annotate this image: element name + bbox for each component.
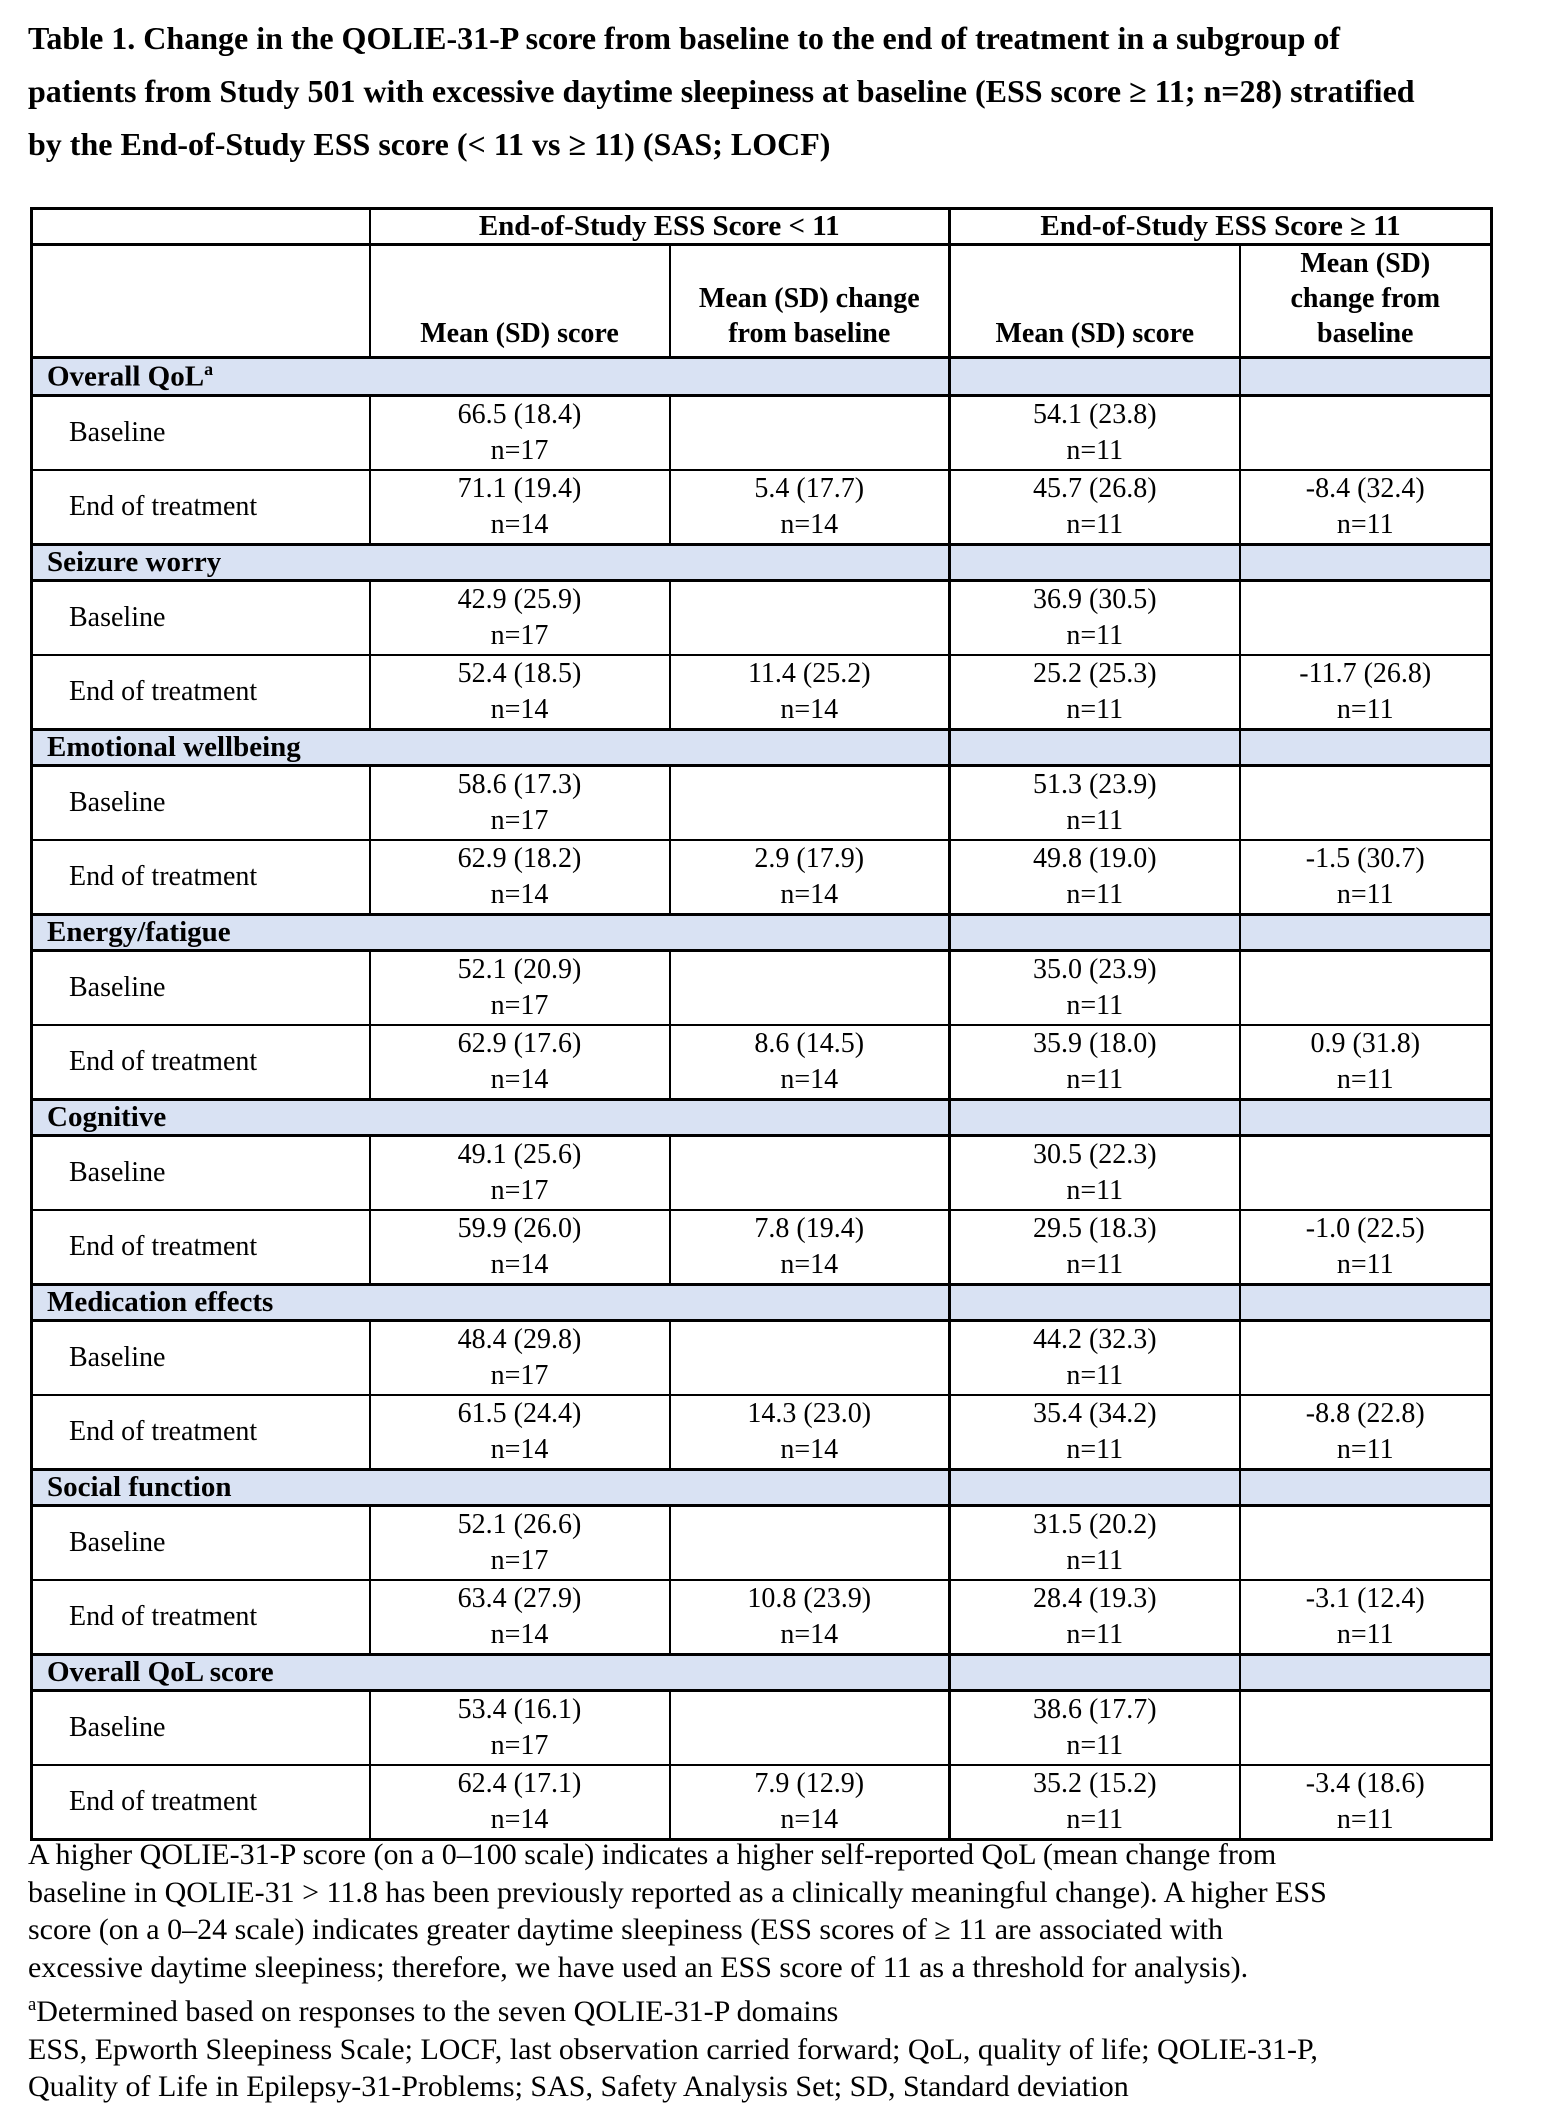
cell-value: 10.8 (23.9) bbox=[747, 1582, 872, 1614]
data-cell bbox=[1240, 1690, 1492, 1765]
table-row bbox=[32, 1135, 1492, 1210]
section-band-cell bbox=[1240, 544, 1492, 580]
cell-n: n=14 bbox=[780, 693, 839, 725]
cell-value: 2.9 (17.9) bbox=[754, 842, 865, 874]
data-cell bbox=[670, 1765, 950, 1840]
section-band-cell bbox=[950, 914, 1240, 950]
section-band-cell bbox=[1240, 1099, 1492, 1135]
cell-value: 14.3 (23.0) bbox=[747, 1397, 872, 1429]
cell-value: 62.4 (17.1) bbox=[457, 1767, 582, 1799]
cell-value: 11.4 (25.2) bbox=[747, 657, 871, 689]
cell-n: n=14 bbox=[780, 508, 839, 540]
column-header-cell bbox=[950, 245, 1240, 358]
cell-value: 52.4 (18.5) bbox=[457, 657, 582, 689]
cell-value: 53.4 (16.1) bbox=[457, 1693, 582, 1725]
table-title-line: patients from Study 501 with excessive daytime sleepiness at baseline (ESS score ≥ 11; n=28) stratified bbox=[28, 73, 1415, 109]
footnote-line: A higher QOLIE-31-P score (on a 0–100 scale) indicates a higher self-reported QoL (mean change from bbox=[28, 1838, 1277, 1871]
cell-value: 52.1 (20.9) bbox=[457, 953, 582, 985]
column-header-line: baseline bbox=[1317, 318, 1414, 349]
data-cell bbox=[1240, 950, 1492, 1025]
cell-n: n=11 bbox=[1336, 1248, 1394, 1280]
cell-value: 29.5 (18.3) bbox=[1032, 1212, 1157, 1244]
data-cell bbox=[1240, 1135, 1492, 1210]
table-row bbox=[32, 950, 1492, 1025]
section-header-row bbox=[32, 358, 1492, 396]
cell-value: -11.7 (26.8) bbox=[1299, 657, 1432, 689]
section-band-cell bbox=[950, 544, 1240, 580]
cell-value: 61.5 (24.4) bbox=[457, 1397, 582, 1429]
table-title-line: Table 1. Change in the QOLIE-31-P score from baseline to the end of treatment in a subgroup of bbox=[28, 20, 1341, 56]
cell-n: n=17 bbox=[490, 989, 549, 1021]
cell-n: n=14 bbox=[490, 693, 549, 725]
data-cell bbox=[950, 1505, 1240, 1580]
data-cell bbox=[950, 1320, 1240, 1395]
row-label-cell: Baseline bbox=[32, 395, 370, 470]
section-label-cell: Cognitive bbox=[32, 1099, 950, 1135]
table-row bbox=[32, 1210, 1492, 1285]
section-label-cell: Overall QoL$^a$ bbox=[32, 358, 950, 396]
data-cell bbox=[670, 580, 950, 655]
cell-value: 7.8 (19.4) bbox=[754, 1212, 865, 1244]
cell-value: -3.4 (18.6) bbox=[1305, 1767, 1425, 1799]
table-title-line: by the End-of-Study ESS score (< 11 vs ≥ 11) (SAS; LOCF) bbox=[28, 126, 831, 162]
section-header-row bbox=[32, 1654, 1492, 1690]
row-label-cell: End of treatment bbox=[32, 840, 370, 915]
cell-n: n=17 bbox=[490, 1359, 549, 1391]
data-cell bbox=[950, 395, 1240, 470]
data-cell bbox=[1240, 1395, 1492, 1470]
group-header-row bbox=[32, 209, 1492, 245]
data-cell bbox=[370, 395, 670, 470]
data-cell bbox=[950, 1395, 1240, 1470]
cell-value: 35.2 (15.2) bbox=[1032, 1767, 1157, 1799]
table-row bbox=[32, 1765, 1492, 1840]
results-table bbox=[30, 207, 1493, 1841]
data-cell bbox=[950, 1580, 1240, 1655]
section-band-cell bbox=[1240, 358, 1492, 396]
section-header-row bbox=[32, 1469, 1492, 1505]
section-label-cell: Energy/fatigue bbox=[32, 914, 950, 950]
cell-value: 51.3 (23.9) bbox=[1032, 768, 1157, 800]
cell-value: 44.2 (32.3) bbox=[1032, 1323, 1157, 1355]
cell-n: n=14 bbox=[490, 878, 549, 910]
section-band-cell bbox=[950, 358, 1240, 396]
table-row bbox=[32, 1025, 1492, 1100]
row-label-cell: Baseline bbox=[32, 765, 370, 840]
cell-n: n=11 bbox=[1066, 434, 1124, 466]
row-label-cell: Baseline bbox=[32, 1505, 370, 1580]
data-cell bbox=[950, 1765, 1240, 1840]
footnotes bbox=[28, 1836, 1552, 2106]
row-label-cell: End of treatment bbox=[32, 1025, 370, 1100]
cell-n: n=11 bbox=[1066, 1618, 1124, 1650]
cell-n: n=11 bbox=[1066, 1803, 1124, 1835]
data-cell bbox=[370, 655, 670, 730]
section-band-cell bbox=[950, 1654, 1240, 1690]
data-cell bbox=[670, 1025, 950, 1100]
cell-n: n=11 bbox=[1336, 693, 1394, 725]
cell-value: -3.1 (12.4) bbox=[1305, 1582, 1425, 1614]
cell-value: 31.5 (20.2) bbox=[1032, 1508, 1157, 1540]
cell-n: n=11 bbox=[1066, 1174, 1124, 1206]
data-cell bbox=[670, 655, 950, 730]
cell-n: n=14 bbox=[490, 1063, 549, 1095]
section-band-cell bbox=[950, 1284, 1240, 1320]
cell-n: n=14 bbox=[780, 1803, 839, 1835]
cell-n: n=11 bbox=[1066, 1359, 1124, 1391]
row-label-cell: End of treatment bbox=[32, 1210, 370, 1285]
data-cell bbox=[670, 1505, 950, 1580]
cell-value: -8.8 (22.8) bbox=[1305, 1397, 1425, 1429]
table-row bbox=[32, 395, 1492, 470]
cell-n: n=11 bbox=[1336, 1803, 1394, 1835]
section-band-cell bbox=[950, 1469, 1240, 1505]
cell-n: n=11 bbox=[1066, 1729, 1124, 1761]
data-cell bbox=[670, 840, 950, 915]
data-cell bbox=[370, 1135, 670, 1210]
data-cell bbox=[1240, 1580, 1492, 1655]
column-header-cell bbox=[370, 245, 670, 358]
cell-n: n=14 bbox=[490, 508, 549, 540]
cell-value: 36.9 (30.5) bbox=[1032, 583, 1157, 615]
data-cell bbox=[670, 1320, 950, 1395]
cell-value: 59.9 (26.0) bbox=[457, 1212, 582, 1244]
cell-n: n=11 bbox=[1066, 1433, 1124, 1465]
cell-n: n=14 bbox=[780, 1063, 839, 1095]
data-cell bbox=[370, 1210, 670, 1285]
column-header-line: change from bbox=[1290, 283, 1441, 314]
group-header-cell: End-of-Study ESS Score < 11 bbox=[370, 209, 950, 245]
cell-n: n=17 bbox=[490, 1729, 549, 1761]
cell-n: n=11 bbox=[1066, 804, 1124, 836]
section-band-cell bbox=[1240, 1284, 1492, 1320]
cell-value: 35.0 (23.9) bbox=[1032, 953, 1157, 985]
data-cell bbox=[370, 1505, 670, 1580]
data-cell bbox=[670, 950, 950, 1025]
table-row bbox=[32, 655, 1492, 730]
cell-n: n=11 bbox=[1336, 1433, 1394, 1465]
group-header-cell: End-of-Study ESS Score ≥ 11 bbox=[950, 209, 1492, 245]
cell-n: n=11 bbox=[1066, 508, 1124, 540]
data-cell bbox=[370, 470, 670, 545]
data-cell bbox=[670, 1395, 950, 1470]
section-band-cell bbox=[1240, 1654, 1492, 1690]
section-label-cell: Overall QoL score bbox=[32, 1654, 950, 1690]
column-header-cell bbox=[670, 245, 950, 358]
column-header-line: Mean (SD) score bbox=[420, 318, 619, 349]
data-cell bbox=[1240, 1505, 1492, 1580]
table-row bbox=[32, 1690, 1492, 1765]
data-cell bbox=[670, 765, 950, 840]
data-cell bbox=[370, 580, 670, 655]
footnote-line: Quality of Life in Epilepsy-31-Problems; SAS, Safety Analysis Set; SD, Standard deviation bbox=[28, 2070, 1129, 2103]
section-header-row bbox=[32, 914, 1492, 950]
data-cell bbox=[1240, 580, 1492, 655]
cell-value: 35.9 (18.0) bbox=[1032, 1027, 1157, 1059]
cell-n: n=11 bbox=[1066, 1544, 1124, 1576]
column-header-line: Mean (SD) bbox=[1300, 248, 1431, 279]
section-header-row bbox=[32, 729, 1492, 765]
footnote-line: baseline in QOLIE-31 > 11.8 has been previously reported as a clinically meaningful change). A higher ESS bbox=[28, 1875, 1327, 1909]
table-row bbox=[32, 1395, 1492, 1470]
cell-value: 54.1 (23.8) bbox=[1032, 398, 1157, 430]
footnote-line: ESS, Epworth Sleepiness Scale; LOCF, last observation carried forward; QoL, quality of life; QOLIE-31-P, bbox=[28, 2032, 1318, 2066]
cell-value: 30.5 (22.3) bbox=[1032, 1138, 1157, 1170]
table-row bbox=[32, 840, 1492, 915]
cell-n: n=14 bbox=[780, 1248, 839, 1280]
data-cell bbox=[1240, 765, 1492, 840]
section-header-row bbox=[32, 1284, 1492, 1320]
cell-n: n=11 bbox=[1336, 1063, 1394, 1095]
data-cell bbox=[950, 655, 1240, 730]
row-label-cell: Baseline bbox=[32, 1690, 370, 1765]
data-cell bbox=[670, 1690, 950, 1765]
table-row bbox=[32, 1580, 1492, 1655]
cell-n: n=17 bbox=[490, 619, 549, 651]
cell-value: 58.6 (17.3) bbox=[457, 768, 582, 800]
column-header-line: from baseline bbox=[728, 318, 891, 349]
data-cell bbox=[370, 1320, 670, 1395]
cell-value: 63.4 (27.9) bbox=[457, 1582, 582, 1614]
section-band-cell bbox=[1240, 1469, 1492, 1505]
data-cell bbox=[950, 840, 1240, 915]
cell-value: 25.2 (25.3) bbox=[1032, 657, 1157, 689]
cell-n: n=11 bbox=[1066, 619, 1124, 651]
cell-value: 49.8 (19.0) bbox=[1032, 842, 1157, 874]
cell-n: n=14 bbox=[490, 1803, 549, 1835]
data-cell bbox=[950, 580, 1240, 655]
table-row bbox=[32, 1505, 1492, 1580]
table-title bbox=[28, 12, 1548, 171]
cell-n: n=17 bbox=[490, 804, 549, 836]
table-row bbox=[32, 580, 1492, 655]
cell-n: n=14 bbox=[490, 1433, 549, 1465]
data-cell bbox=[670, 1580, 950, 1655]
section-band-cell bbox=[1240, 729, 1492, 765]
row-label-cell: End of treatment bbox=[32, 655, 370, 730]
data-cell bbox=[370, 840, 670, 915]
data-cell bbox=[1240, 1025, 1492, 1100]
cell-value: 66.5 (18.4) bbox=[457, 398, 582, 430]
cell-n: n=11 bbox=[1336, 878, 1394, 910]
footnote-line: excessive daytime sleepiness; therefore, we have used an ESS score of 11 as a threshold for analysis). bbox=[28, 1950, 1249, 1984]
cell-value: -1.0 (22.5) bbox=[1305, 1212, 1425, 1244]
cell-value: 45.7 (26.8) bbox=[1032, 472, 1157, 504]
section-band-cell bbox=[950, 1099, 1240, 1135]
data-cell bbox=[370, 1025, 670, 1100]
data-cell bbox=[1240, 1765, 1492, 1840]
section-header-row bbox=[32, 1099, 1492, 1135]
row-label-cell: End of treatment bbox=[32, 1580, 370, 1655]
cell-value: 48.4 (29.8) bbox=[457, 1323, 582, 1355]
cell-value: 52.1 (26.6) bbox=[457, 1508, 582, 1540]
cell-value: 28.4 (19.3) bbox=[1032, 1582, 1157, 1614]
section-label-cell: Social function bbox=[32, 1469, 950, 1505]
cell-n: n=11 bbox=[1066, 989, 1124, 1021]
cell-value: -1.5 (30.7) bbox=[1305, 842, 1425, 874]
data-cell bbox=[370, 765, 670, 840]
data-cell bbox=[370, 1765, 670, 1840]
cell-value: 35.4 (34.2) bbox=[1032, 1397, 1157, 1429]
cell-n: n=14 bbox=[780, 878, 839, 910]
cell-value: 71.1 (19.4) bbox=[457, 472, 582, 504]
data-cell bbox=[950, 950, 1240, 1025]
corner-cell bbox=[32, 245, 370, 358]
row-label-cell: Baseline bbox=[32, 580, 370, 655]
section-header-row bbox=[32, 544, 1492, 580]
row-label-cell: Baseline bbox=[32, 1135, 370, 1210]
footnote-line: score (on a 0–24 scale) indicates greater daytime sleepiness (ESS scores of ≥ 11 are associated with bbox=[28, 1913, 1223, 1946]
cell-value: -8.4 (32.4) bbox=[1305, 472, 1425, 504]
data-cell bbox=[1240, 1320, 1492, 1395]
data-cell bbox=[950, 470, 1240, 545]
cell-value: 0.9 (31.8) bbox=[1310, 1027, 1421, 1059]
data-cell bbox=[950, 1690, 1240, 1765]
table-row bbox=[32, 1320, 1492, 1395]
section-label-cell: Seizure worry bbox=[32, 544, 950, 580]
data-cell bbox=[670, 1135, 950, 1210]
data-cell bbox=[670, 395, 950, 470]
row-label-cell: End of treatment bbox=[32, 470, 370, 545]
cell-value: 49.1 (25.6) bbox=[457, 1138, 582, 1170]
cell-n: n=14 bbox=[780, 1433, 839, 1465]
cell-n: n=11 bbox=[1066, 1248, 1124, 1280]
column-header-cell bbox=[1240, 245, 1492, 358]
cell-value: 62.9 (17.6) bbox=[457, 1027, 582, 1059]
section-label-cell: Medication effects bbox=[32, 1284, 950, 1320]
data-cell bbox=[370, 1580, 670, 1655]
cell-n: n=17 bbox=[490, 1544, 549, 1576]
cell-n: n=14 bbox=[490, 1618, 549, 1650]
cell-n: n=11 bbox=[1066, 1063, 1124, 1095]
table-row bbox=[32, 470, 1492, 545]
data-cell bbox=[1240, 395, 1492, 470]
data-cell bbox=[950, 1025, 1240, 1100]
cell-value: 5.4 (17.7) bbox=[754, 472, 865, 504]
data-cell bbox=[670, 1210, 950, 1285]
data-cell bbox=[1240, 840, 1492, 915]
cell-n: n=11 bbox=[1066, 693, 1124, 725]
data-cell bbox=[1240, 655, 1492, 730]
cell-n: n=11 bbox=[1066, 878, 1124, 910]
column-header-line: Mean (SD) score bbox=[995, 318, 1195, 349]
row-label-cell: End of treatment bbox=[32, 1395, 370, 1470]
cell-value: 7.9 (12.9) bbox=[754, 1767, 865, 1799]
data-cell bbox=[370, 950, 670, 1025]
cell-value: 42.9 (25.9) bbox=[457, 583, 582, 615]
cell-n: n=14 bbox=[780, 1618, 839, 1650]
footnote-line: $^a$Determined based on responses to the seven QOLIE-31-P domains bbox=[28, 1994, 839, 2028]
data-cell bbox=[1240, 470, 1492, 545]
column-header-row bbox=[32, 245, 1492, 358]
data-cell bbox=[670, 470, 950, 545]
row-label-cell: End of treatment bbox=[32, 1765, 370, 1840]
data-cell bbox=[950, 1210, 1240, 1285]
section-band-cell bbox=[950, 729, 1240, 765]
cell-value: 8.6 (14.5) bbox=[754, 1027, 865, 1059]
column-header-line: Mean (SD) change bbox=[698, 283, 920, 314]
data-cell bbox=[1240, 1210, 1492, 1285]
data-cell bbox=[370, 1395, 670, 1470]
cell-n: n=17 bbox=[490, 1174, 549, 1206]
table-row bbox=[32, 765, 1492, 840]
section-band-cell bbox=[1240, 914, 1492, 950]
cell-value: 62.9 (18.2) bbox=[457, 842, 582, 874]
cell-n: n=17 bbox=[490, 434, 549, 466]
data-cell bbox=[950, 1135, 1240, 1210]
corner-cell bbox=[32, 209, 370, 245]
data-cell bbox=[370, 1690, 670, 1765]
cell-value: 38.6 (17.7) bbox=[1032, 1693, 1157, 1725]
cell-n: n=11 bbox=[1336, 1618, 1394, 1650]
cell-n: n=14 bbox=[490, 1248, 549, 1280]
row-label-cell: Baseline bbox=[32, 950, 370, 1025]
section-label-cell: Emotional wellbeing bbox=[32, 729, 950, 765]
data-cell bbox=[950, 765, 1240, 840]
cell-n: n=11 bbox=[1336, 508, 1394, 540]
row-label-cell: Baseline bbox=[32, 1320, 370, 1395]
